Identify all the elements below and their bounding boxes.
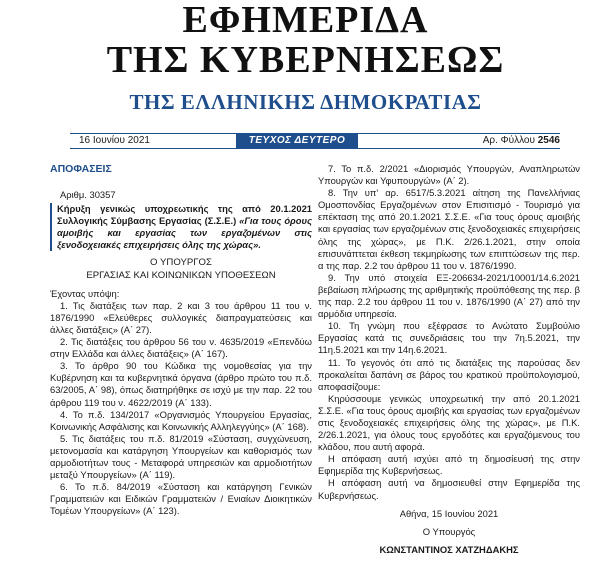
list-item: 8. Την υπ' αρ. 6517/5.3.2021 αίτηση της Πανελλήνιας Ομοσπονδίας Εργαζομένων στον Επισιτισμό - Τουρισμό για επέκταση της από 20.1.2021 Σ.Σ.Ε. «Για τους όρους αμοιβής και εργασίας των εργαζομένων στις ξενοδοχειακές επιχειρήσεις όλης της χώρας», με Π.Κ. 2/26.1.2021, στην οποία επισυνάπτεται έκθεση τεκμηρίωσης των επιπτώσεων της περ. α της παρ. 2.2 του άρθρου 11 του ν. 1876/1990. bbox=[318, 187, 580, 271]
left-column bbox=[50, 163, 312, 517]
signer-title: Ο Υπουργός bbox=[422, 525, 476, 537]
list-item: 7. Το π.δ. 2/2021 «Διορισμός Υπουργών, Αναπληρωτών Υπουργών και Υφυπουργών» (Α΄ 2). bbox=[318, 163, 580, 187]
list-item: 11. Το γεγονός ότι από τις διατάξεις της παρούσας δεν προκαλείται δαπάνη σε βάρος του κρατικού προϋπολογισμού, αποφασίζουμε: bbox=[318, 356, 580, 392]
decision-title-quote: «Για τους όρους αμοιβής και εργασίας των εργαζομένων στις ξενοδοχειακές επιχειρήσεις όλης της χώρας». bbox=[57, 215, 312, 251]
list-item: 1. Τις διατάξεις των παρ. 2 και 3 του άρθρου 11 του ν. 1876/1990 «Ελεύθερες συλλογικές διαπραγματεύσεις και άλλες διατάξεις» (Α΄ 27). bbox=[50, 299, 312, 335]
decision-text: Κηρύσσουμε γενικώς υποχρεωτική την από 20.1.2021 Σ.Σ.Ε. «Για τους όρους αμοιβής και εργασίας των εργαζομένων στις ξενοδοχειακές επιχειρήσεις όλης της χώρας», με Π.Κ. 2/26.1.2021, για όλους τους εργοδότες και εργαζόμενους του κλάδου, που αυτή αφορά. bbox=[318, 392, 580, 453]
minister-line-1: Ο ΥΠΟΥΡΓΟΣ bbox=[150, 257, 212, 269]
list-item: 10. Τη γνώμη που εξέφρασε το Ανώτατο Συμβούλιο Εργασίας κατά τις συνεδριάσεις του την 7η.5.2021, την 11η.5.2021 και την 14η.6.2021. bbox=[318, 320, 580, 356]
masthead-republic: ΤΗΣ ΕΛΛΗΝΙΚΗΣ ΔΗΜΟΚΡΑΤΙΑΣ bbox=[129, 90, 482, 114]
validity-text: Η απόφαση αυτή ισχύει από τη δημοσίευσή της στην Εφημερίδα της Κυβερνήσεως. bbox=[318, 453, 580, 477]
header-rule-bottom bbox=[70, 148, 560, 149]
list-item: 2. Τις διατάξεις του άρθρου 56 του ν. 4635/2019 «Επενδύω στην Ελλάδα και άλλες διατάξεις» (Α΄ 167). bbox=[50, 336, 312, 360]
sheet-number bbox=[460, 134, 560, 148]
signer-name: ΚΩΝΣΤΑΝΤΙΝΟΣ ΧΑΤΖΗΔΑΚΗΣ bbox=[379, 543, 519, 555]
issue-label: ΤΕΥΧΟΣ ΔΕΥΤΕΡΟ bbox=[236, 134, 358, 148]
list-item: 3. Το άρθρο 90 του Κώδικα της νομοθεσίας για την Κυβέρνηση και τα κυβερνητικά όργανα (άρθρο πρώτο του π.δ. 63/2005, Α΄ 98), όπως διατηρήθηκε σε ισχύ με την παρ. 22 του άρθρου 119 του ν. 4622/2019 (Α΄ 133). bbox=[50, 360, 312, 408]
issue-date: 16 Ιουνίου 2021 bbox=[79, 135, 150, 146]
minister-line-2: ΕΡΓΑΣΙΑΣ ΚΑΙ ΚΟΙΝΩΝΙΚΩΝ ΥΠΟΘΕΣΕΩΝ bbox=[86, 269, 276, 281]
list-item: 5. Τις διατάξεις του π.δ. 81/2019 «Σύσταση, συγχώνευση, μετονομασία και κατάργηση Υπουργείων και καθορισμός των αρμοδιοτήτων τους - Μεταφορά υπηρεσιών και αρμοδιοτήτων μεταξύ Υπουργείων» (Α΄ 119). bbox=[50, 432, 312, 481]
section-heading: ΑΠΟΦΑΣΕΙΣ bbox=[50, 163, 112, 175]
having-regard: Έχοντας υπόψη: bbox=[50, 287, 120, 299]
masthead-title: ΕΦΗΜΕΡΙΔΑ bbox=[182, 0, 429, 41]
decision-number: Αριθμ. 30357 bbox=[60, 189, 116, 200]
decision-title bbox=[50, 203, 312, 251]
list-item: 9. Την υπό στοιχεία ΕΞ-206634-2021/10001/14.6.2021 βεβαίωση πλήρωσης της αριθμητικής προϋπόθεσης της περ. β της παρ. 2.2 του άρθρου 11 του ν. 1876/1990 (Α΄ 27) από την αρμόδια υπηρεσία. bbox=[318, 271, 581, 320]
masthead-subtitle: ΤΗΣ ΚΥΒΕΡΝΗΣΕΩΣ bbox=[106, 39, 505, 81]
sheet-label: Αρ. Φύλλου bbox=[482, 135, 535, 146]
list-item: 4. Το π.δ. 134/2017 «Οργανισμός Υπουργείου Εργασίας, Κοινωνικής Ασφάλισης και Κοινωνικής Αλληλεγγύης» (Α΄ 168). bbox=[50, 408, 312, 432]
publish-text: Η απόφαση αυτή να δημοσιευθεί στην Εφημερίδα της Κυβερνήσεως. bbox=[318, 477, 580, 501]
decision-title-text: Κήρυξη γενικώς υποχρεωτικής της από 20.1.2021 Συλλογικής Σύμβασης Εργασίας (Σ.Σ.Ε.) bbox=[57, 203, 312, 227]
list-item: 6. Το π.δ. 84/2019 «Σύσταση και κατάργηση Γενικών Γραμματειών και Ειδικών Γραμματειών / Ενιαίων Διοικητικών Τομέων Υπουργείων» (Α΄ 123). bbox=[50, 481, 312, 517]
place-date: Αθήνα, 15 Ιουνίου 2021 bbox=[399, 507, 499, 519]
sheet-value: 2546 bbox=[537, 135, 560, 146]
right-column bbox=[318, 163, 580, 556]
